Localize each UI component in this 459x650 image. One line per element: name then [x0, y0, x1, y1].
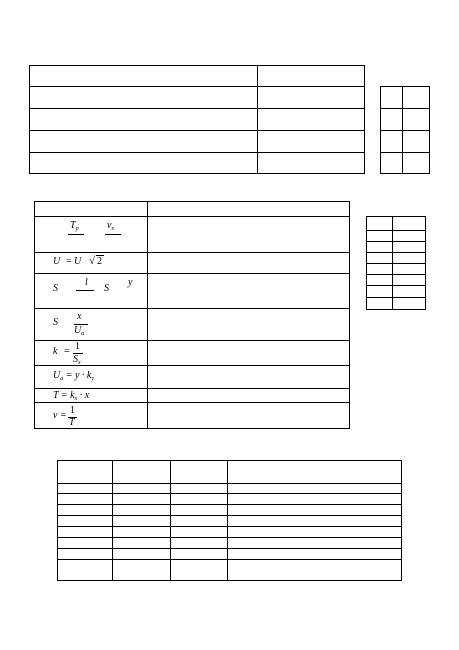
table-3-column-divider	[170, 460, 171, 581]
small-table-b-row-line	[366, 241, 426, 242]
table-2-row-line	[34, 388, 350, 389]
formula-equals: =	[66, 256, 72, 267]
formula-subscript: p	[75, 226, 79, 232]
formula-symbol: U	[74, 256, 82, 267]
formula-numerator: 1	[75, 341, 80, 352]
table-3-column-divider	[227, 460, 228, 581]
table-1-row-line	[29, 152, 365, 153]
table-2-row-line	[34, 216, 350, 217]
table-3-row-line	[57, 493, 402, 494]
table-2-row-line	[34, 308, 350, 309]
table-1-row-line	[29, 86, 365, 87]
small-table-b-row-line	[366, 263, 426, 264]
formula-numerator: x	[77, 311, 82, 322]
formula-numerator: 1	[70, 405, 75, 416]
table-3-row-line	[57, 504, 402, 505]
table-3-row-line	[57, 559, 402, 560]
sqrt-icon: √	[89, 255, 96, 267]
table-3-row-line	[57, 548, 402, 549]
table-2-column-divider	[147, 201, 148, 429]
small-table-a-row-line	[380, 108, 430, 109]
formula-underline	[68, 234, 84, 235]
formula-symbol: S	[53, 283, 58, 294]
formula-symbol: U	[53, 256, 61, 267]
formula-subscript: x	[111, 226, 115, 232]
formula-symbol: U	[53, 370, 61, 381]
formula-radicand: 2	[97, 256, 102, 267]
formula-underline	[105, 234, 121, 235]
small-table-b-row-line	[366, 274, 426, 275]
formula-denominator: T	[69, 417, 75, 428]
formula-subscript: a	[60, 376, 64, 382]
table-3-row-line	[57, 526, 402, 527]
formula-symbol: S	[53, 317, 58, 328]
formula-symbol: S	[104, 283, 109, 294]
formula-symbol: ν	[107, 220, 112, 231]
small-table-b-row-line	[366, 230, 426, 231]
table-2-row-line	[34, 273, 350, 274]
formula-subscript: y	[91, 376, 95, 382]
table-3-frame	[57, 460, 402, 581]
small-table-b-row-line	[366, 285, 426, 286]
table-1-row-line	[29, 108, 365, 109]
small-table-a-row-line	[380, 130, 430, 131]
table-1-frame	[29, 65, 365, 174]
formula-expression: ν =	[53, 410, 67, 421]
formula-equals: =	[64, 346, 70, 357]
formula-numerator: l	[85, 277, 88, 288]
formula-denominator: U	[74, 325, 82, 336]
table-2-row-line	[34, 365, 350, 366]
table-2-row-line	[34, 252, 350, 253]
table-3-column-divider	[112, 460, 113, 581]
table-3-row-line	[57, 483, 402, 484]
formula-denominator: S	[73, 354, 78, 365]
formula-subscript: a	[81, 331, 85, 337]
formula-subscript: x	[74, 396, 78, 402]
table-3-row-line	[57, 537, 402, 538]
table-1-column-divider	[257, 65, 258, 174]
formula-symbol: k	[53, 346, 58, 357]
formula-numerator: y	[128, 277, 133, 288]
table-1-row-line	[29, 130, 365, 131]
formula-expression: · x	[79, 390, 90, 401]
formula-symbol: T = k	[53, 390, 75, 401]
small-table-b-row-line	[366, 297, 426, 298]
formula-symbol: T	[70, 220, 76, 231]
small-table-b-row-line	[366, 252, 426, 253]
table-2-row-line	[34, 340, 350, 341]
small-table-a-row-line	[380, 152, 430, 153]
formula-subscript: x	[78, 360, 81, 366]
table-3-row-line	[57, 515, 402, 516]
formula-expression: = y · k	[65, 370, 92, 381]
fraction-bar	[76, 290, 94, 291]
